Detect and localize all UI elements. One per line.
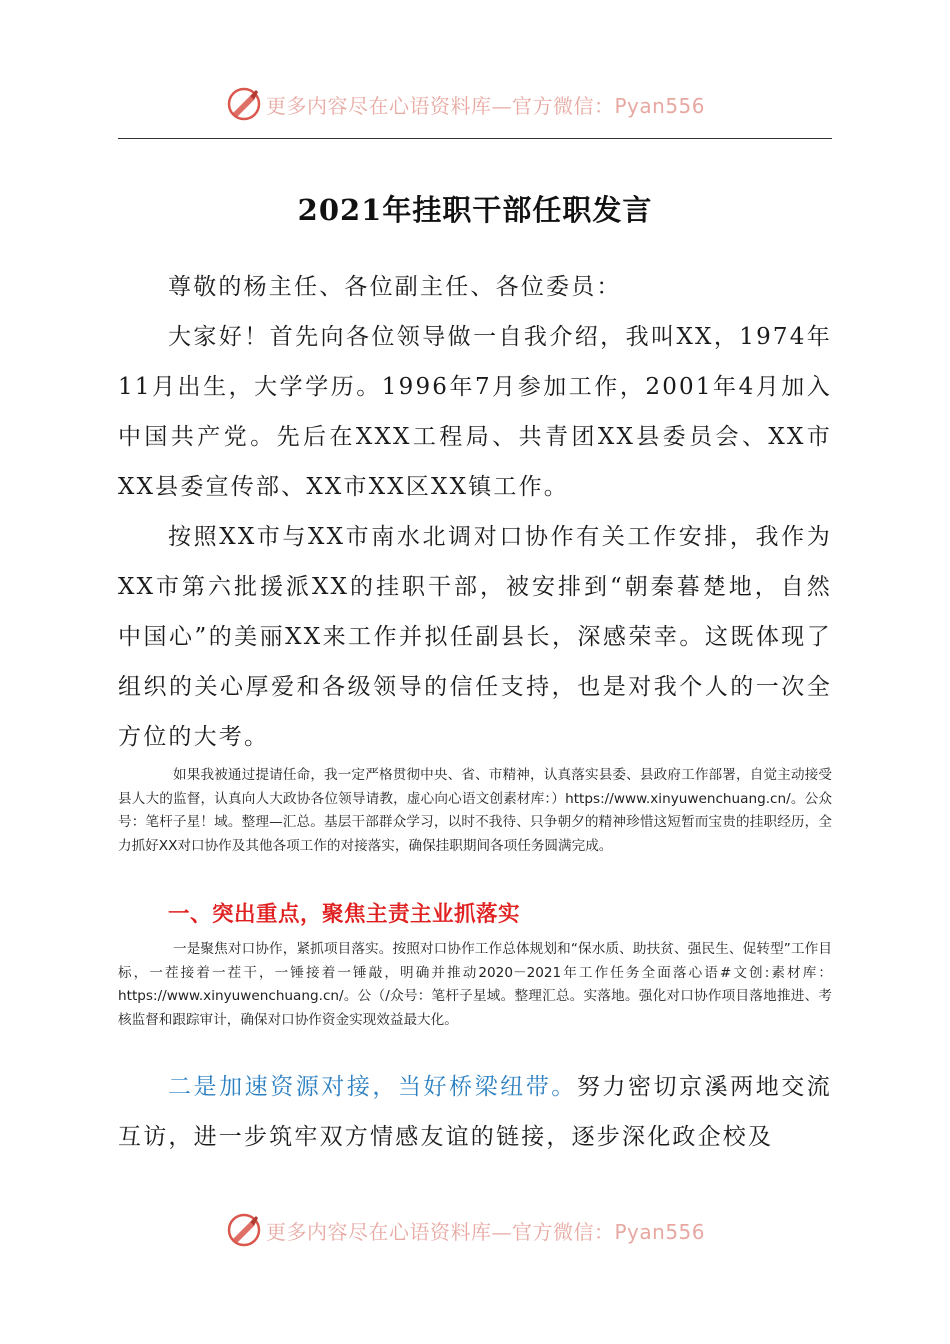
page-title: 2021年挂职干部任职发言	[297, 193, 653, 227]
footer-banner-text: 更多内容尽在心语资料库—官方微信：Pyan556	[266, 1219, 706, 1244]
paragraph-commitment: 如果我被通过提请任命，我一定严格贯彻中央、省、市精神，认真落实县委、县政府工作部署，自觉主动接受县人大的监督，认真向人大政协各位领导请教，虚心向心语文创素材库：）https://www.xinyuwenchuang.cn/。公众号：笔杆子星！域。整理—汇总。基层干部群众学习，以时不我待、只争朝夕的精神珍惜这短暂而宝贵的挂职经历，全力抓好XX对口协作及其他各项工作的对接落实，确保挂职期间各项任务圆满完成。	[118, 767, 832, 854]
paragraph-intro: 大家好！首先向各位领导做一自我介绍，我叫XX，1974年11月出生，大学学历。1996年7月参加工作，2001年4月加入中国共产党。先后在XXX工程局、共青团XX县委员会、XX市XX县委宣传部、XX市XX区XX镇工作。	[118, 324, 832, 500]
paragraph-assignment: 按照XX市与XX市南水北调对口协作有关工作安排，我作为XX市第六批援派XX的挂职干部，被安排到“朝秦暮楚地，自然中国心”的美丽XX来工作并拟任副县长，深感荣幸。这既体现了组织的关心厚爱和各级领导的信任支持，也是对我个人的一次全方位的大考。	[118, 524, 832, 750]
header-divider	[118, 138, 832, 139]
banner-text: 更多内容尽在心语资料库—官方微信：Pyan556	[266, 93, 706, 118]
banner-wechat-id: Pyan556	[614, 93, 706, 118]
paragraph-lead-text: 二是加速资源对接，当好桥梁纽带。	[168, 1074, 577, 1100]
pen-circle-logo-icon	[226, 1212, 262, 1248]
footer-wechat-id: Pyan556	[614, 1219, 706, 1244]
paragraph-body-text: 努力密切京溪两地交流互访，进一步筑牢双方情感友谊的链接，逐步深化政企校及	[118, 1074, 833, 1150]
footer-banner	[0, 1210, 950, 1250]
salutation: 尊敬的杨主任、各位副主任、各位委员：	[168, 274, 622, 300]
paragraph-focus: 一是聚焦对口协作，紧抓项目落实。按照对口协作工作总体规划和“保水质、助扶贫、强民生、促转型”工作目标，一茬接着一茬干，一锤接着一锤敲，明确并推动2020－2021年工作任务全面落心语#文创:素材库：https://www.xinyuwenchuang.cn/。公（/众号：笔杆子星域。整理汇总。实落地。强化对口协作项目落地推进、考核监督和跟踪审计，确保对口协作资金实现效益最大化。	[118, 941, 832, 1028]
pen-circle-logo-icon	[226, 86, 262, 122]
header-banner	[0, 84, 950, 124]
paragraph-resources	[118, 1062, 832, 1162]
section-heading-1: 一、突出重点，聚焦主责主业抓落实	[168, 902, 521, 927]
